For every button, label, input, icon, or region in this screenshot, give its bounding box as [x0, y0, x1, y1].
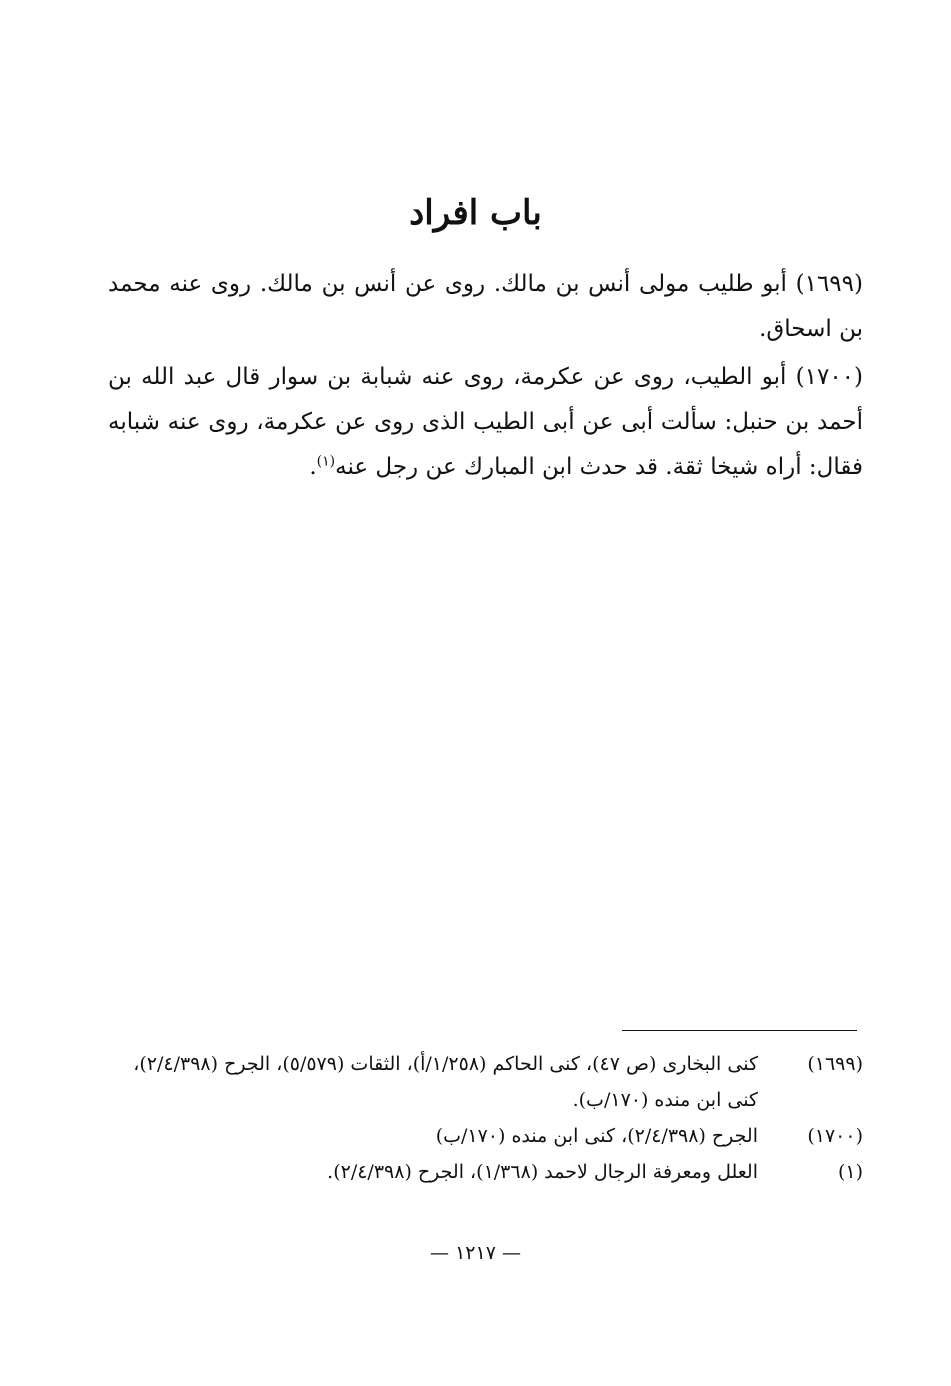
- entry-1700: [108, 355, 863, 490]
- footnote-1700: [108, 1118, 863, 1154]
- main-text: [108, 262, 863, 490]
- entry-end-mark: .: [309, 454, 317, 480]
- entry-number: (١٧٠٠): [795, 364, 864, 390]
- footnote-separator: [622, 1030, 857, 1031]
- footnote-number: (١٦٩٩): [807, 1053, 863, 1075]
- footnote-text: الجرح (٢/٤/٣٩٨)، كنى ابن منده (١٧٠/ب): [435, 1125, 758, 1147]
- entry-text: أبو طليب مولى أنس بن مالك. روى عن أنس بن مالك. روى عنه محمد بن اسحاق.: [108, 271, 863, 342]
- footnote-1: [108, 1154, 863, 1190]
- footnote-reference: (١): [316, 453, 336, 470]
- footnotes: [108, 1046, 863, 1190]
- footnote-number: (١٧٠٠): [807, 1125, 863, 1147]
- footnote-1699: [108, 1046, 863, 1118]
- entry-1699: [108, 262, 863, 352]
- footnote-text: كنى البخارى (ص ٤٧)، كنى الحاكم (١/٢٥٨/أ)، الثقات (٥/٥٧٩)، الجرح (٢/٤/٣٩٨)، كنى ابن منده (١٧٠/ب).: [133, 1053, 758, 1111]
- page-number: — ١٢١٧ —: [430, 1242, 521, 1264]
- page-title: باب افراد: [409, 192, 542, 233]
- footnote-number: (١): [837, 1161, 863, 1183]
- entry-text: أبو الطيب، روى عن عكرمة، روى عنه شبابة بن سوار قال عبد الله بن أحمد بن حنبل: سألت أبى عن أبى الطيب الذى روى عن عكرمة، روى عنه شبابه فقال: أراه شيخا ثقة. قد حدث ابن المبارك عن رجل عنه: [108, 364, 863, 480]
- footnote-text: العلل ومعرفة الرجال لاحمد (١/٣٦٨)، الجرح (٢/٤/٣٩٨).: [327, 1161, 758, 1183]
- entry-number: (١٦٩٩): [795, 271, 863, 297]
